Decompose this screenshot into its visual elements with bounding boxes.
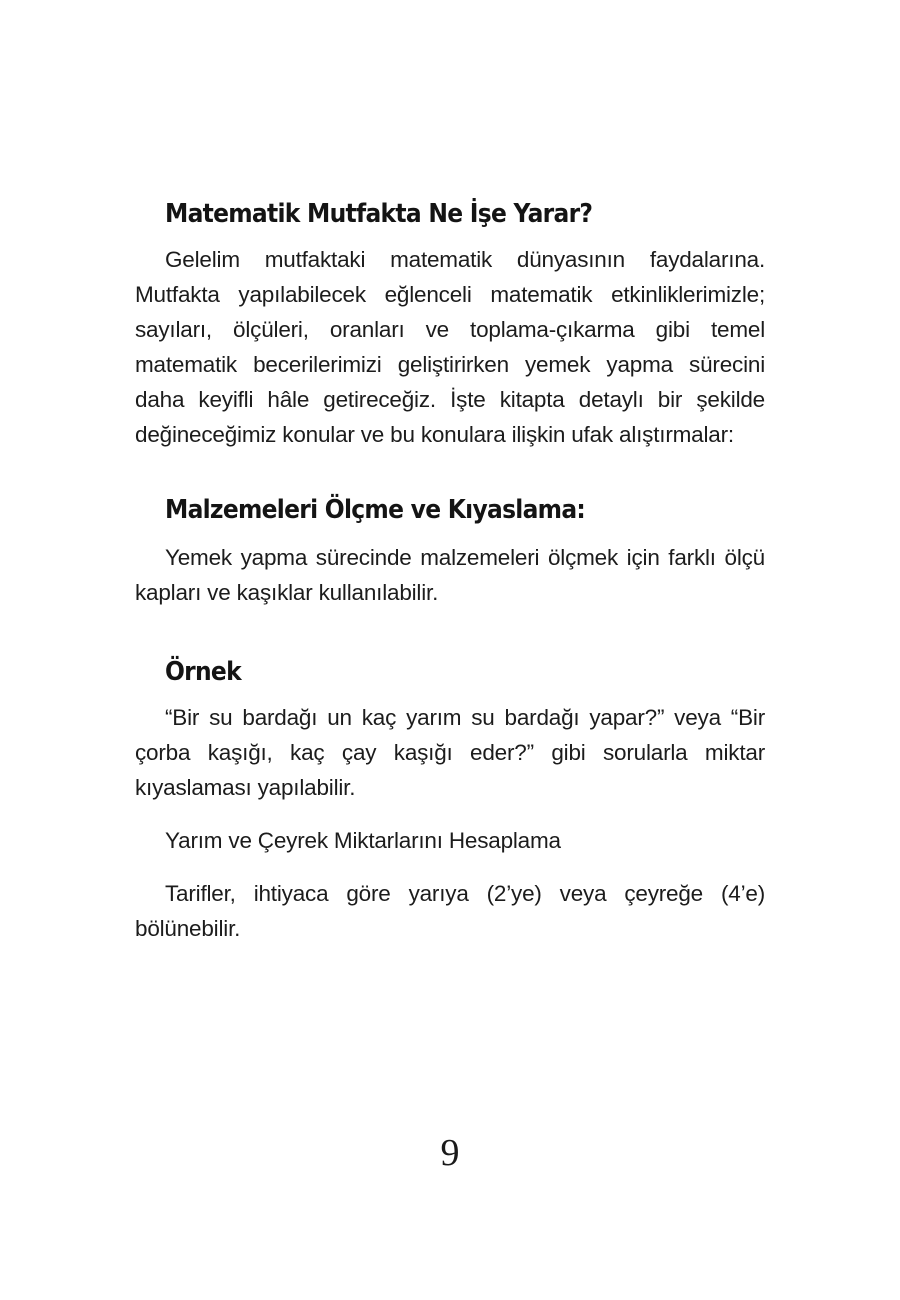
section-heading-example: Örnek xyxy=(165,657,241,687)
page-number: 9 xyxy=(440,1132,460,1174)
intro-paragraph: Gelelim mutfaktaki matematik dünyasının faydalarına. Mutfakta yapılabilecek eğlenceli matematik etkinliklerimizle; sayıları, ölçüleri, oranları ve toplama-çıkarma gibi temel matematik becerilerimizi geliştirirken yemek yapma sürecini daha keyifli hâle getireceğiz. İşte kitapta detaylı bir şekilde değineceğimiz konular ve bu konulara ilişkin ufak alıştırmalar: xyxy=(135,247,765,447)
measuring-paragraph: Yemek yapma sürecinde malzemeleri ölçmek için farklı ölçü kapları ve kaşıklar kullanılabilir. xyxy=(135,545,765,605)
recipes-paragraph: Tarifler, ihtiyaca göre yarıya (2’ye) veya çeyreğe (4’e) bölünebilir. xyxy=(135,881,765,941)
example-paragraph: “Bir su bardağı un kaç yarım su bardağı yapar?” veya “Bir çorba kaşığı, kaç çay kaşığı eder?” gibi sorularla miktar kıyaslaması yapılabilir. xyxy=(135,705,765,800)
page-content xyxy=(135,192,765,946)
half-quarter-subheading: Yarım ve Çeyrek Miktarlarını Hesaplama xyxy=(165,828,561,853)
section-heading-measuring-ingredients: Malzemeleri Ölçme ve Kıyaslama: xyxy=(165,495,586,525)
section-heading-math-in-kitchen: Matematik Mutfakta Ne İşe Yarar? xyxy=(165,199,593,229)
